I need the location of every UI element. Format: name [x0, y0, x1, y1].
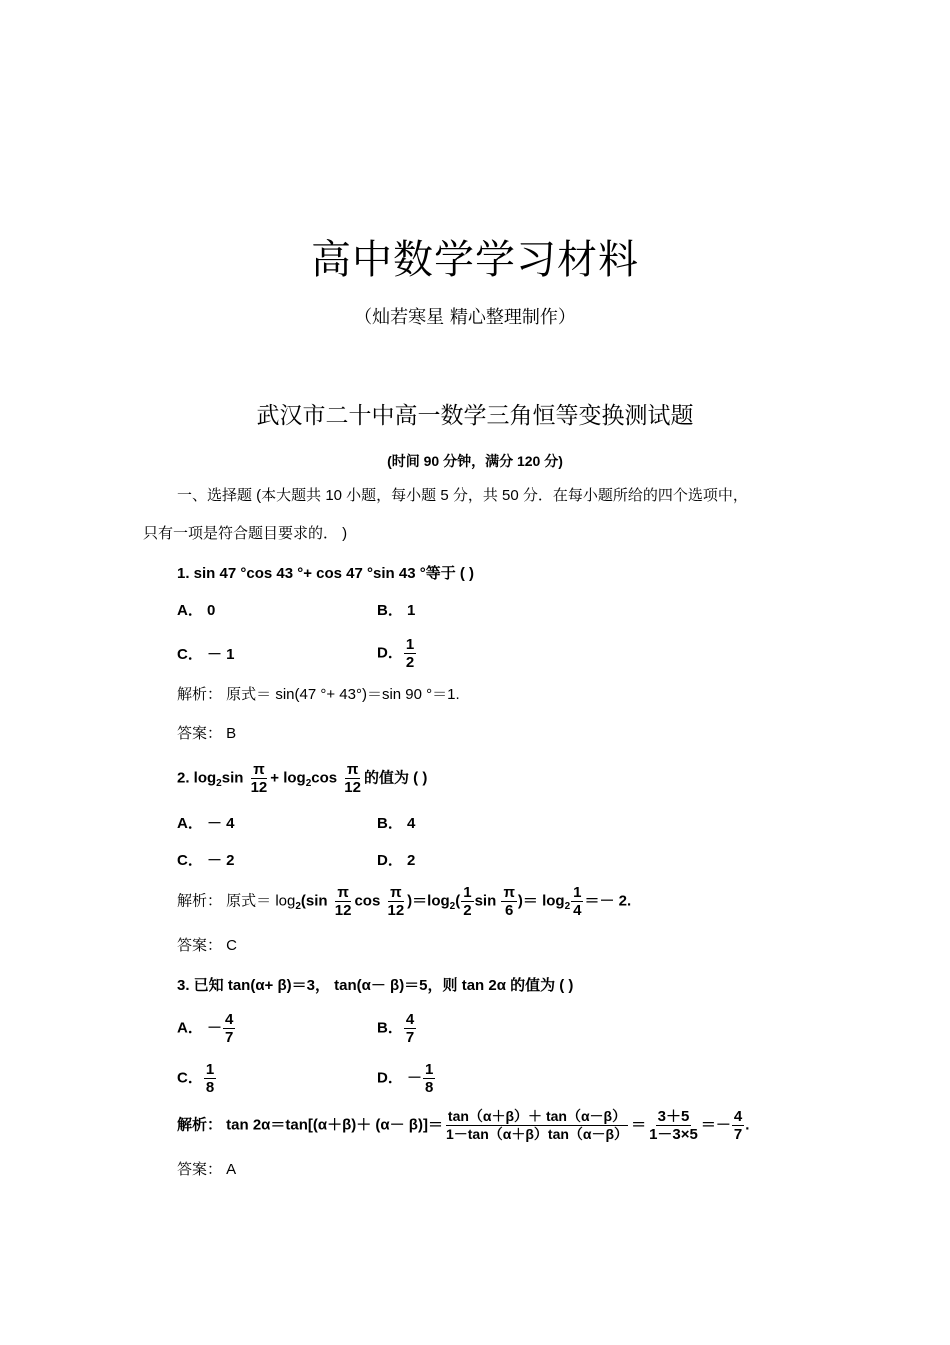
q2-sin: sin	[221, 769, 244, 787]
pi-over-12-fraction	[385, 884, 406, 919]
fraction-denominator: 7	[733, 1126, 743, 1143]
question-1-option-c: C． － 1	[177, 646, 235, 663]
option-label: D． －	[377, 1069, 423, 1087]
question-2-option-c: C． － 2	[177, 852, 235, 869]
fraction-numerator: π	[337, 884, 349, 901]
question-3-option-a	[177, 1011, 236, 1046]
fraction-numerator: 4	[733, 1108, 743, 1125]
q2-analysis-cos: cos	[354, 892, 381, 910]
fraction-numerator: 3＋5	[657, 1108, 690, 1125]
fraction-numerator: 1	[405, 636, 415, 653]
option-label: C．	[177, 1069, 203, 1087]
one-quarter-fraction	[571, 884, 583, 919]
fraction-denominator: 8	[425, 1079, 434, 1096]
q2-analysis-eq-log2: )＝ log	[517, 892, 565, 910]
fraction-denominator: 7	[225, 1029, 234, 1046]
log-base: 2	[305, 778, 312, 790]
question-3-option-d	[377, 1061, 436, 1096]
fraction-denominator: 12	[250, 779, 268, 796]
fraction-numerator: 1	[573, 884, 582, 901]
result-fraction	[732, 1108, 744, 1143]
question-1-option-d	[377, 636, 417, 671]
pi-over-12-fraction	[342, 761, 363, 796]
question-3-analysis	[177, 1108, 749, 1143]
exam-title: 武汉市二十中高一数学三角恒等变换测试题	[256, 403, 694, 429]
log-base: 2	[564, 901, 571, 913]
q2-tail: 的值为 ( )	[363, 769, 428, 787]
option-fraction	[423, 1061, 435, 1096]
option-d-fraction	[404, 636, 416, 671]
q2-analysis-eq-log: )＝log	[407, 892, 450, 910]
q2-prefix: 2. log	[177, 769, 217, 787]
option-label: A． －	[177, 1019, 223, 1037]
log-base: 2	[295, 901, 301, 913]
fraction-denominator: 7	[405, 1029, 415, 1046]
fraction-denominator: 1－tan（α＋β）tan（α－β）	[445, 1126, 629, 1142]
question-1-option-b: B． 1	[377, 602, 416, 619]
question-2-option-d: D． 2	[377, 852, 416, 869]
question-2-analysis	[177, 884, 631, 919]
option-fraction	[223, 1011, 235, 1046]
q3-period: .	[745, 1116, 750, 1134]
section-instructions-line2: 只有一项是符合题目要求的． )	[143, 525, 348, 542]
q2-plus-log: + log	[270, 769, 306, 787]
fraction-numerator: 1	[425, 1061, 434, 1078]
fraction-denominator: 6	[505, 902, 514, 919]
question-1-answer: 答案： B	[177, 725, 237, 742]
fraction-denominator: 12	[344, 779, 361, 796]
exam-time-note: (时间 90 分钟，满分 120 分)	[387, 453, 563, 469]
question-1-option-a: A． 0	[177, 602, 216, 619]
fraction-numerator: 1	[463, 884, 472, 901]
fraction-denominator: 2	[405, 654, 415, 671]
question-1-analysis: 解析： 原式＝ sin(47 °+ 43°)＝sin 90 °＝1.	[177, 686, 460, 703]
pi-over-12-fraction	[249, 761, 270, 796]
option-fraction	[404, 1011, 416, 1046]
fraction-numerator: 4	[405, 1011, 415, 1028]
material-subtitle: （灿若寒星 精心整理制作）	[354, 307, 576, 328]
pi-over-6-fraction	[501, 884, 516, 919]
log-base: 2	[449, 901, 456, 913]
q3-equals-neg: ＝－	[700, 1116, 731, 1134]
q3-equals: ＝	[631, 1116, 647, 1134]
fraction-numerator: π	[390, 884, 402, 901]
pi-over-12-fraction	[333, 884, 354, 919]
tan-sum-formula-fraction	[444, 1108, 630, 1143]
fraction-numerator: 1	[205, 1061, 215, 1078]
q3-analysis-lead: 解析： tan 2α＝tan[(α＋β)＋ (α－ β)]＝	[177, 1116, 443, 1134]
q2-cos: cos	[311, 769, 338, 787]
q2-analysis-paren: (	[455, 892, 461, 910]
fraction-denominator: 8	[205, 1079, 215, 1096]
fraction-denominator: 4	[573, 902, 582, 919]
option-fraction	[204, 1061, 216, 1096]
question-1-stem: 1. sin 47 °cos 43 °+ cos 47 °sin 43 °等于 ( )	[177, 565, 475, 582]
q2-analysis-sin: (sin	[300, 892, 328, 910]
question-2-option-a: A． － 4	[177, 815, 235, 832]
fraction-numerator: tan（α＋β）＋ tan（α－β）	[447, 1108, 627, 1124]
question-2-option-b: B． 4	[377, 815, 416, 832]
value-fraction	[647, 1108, 700, 1143]
fraction-numerator: π	[253, 761, 265, 778]
option-label: B．	[377, 1019, 403, 1037]
question-3-answer: 答案： A	[177, 1161, 237, 1178]
fraction-denominator: 2	[463, 902, 472, 919]
question-2-stem	[177, 761, 427, 796]
fraction-numerator: 4	[225, 1011, 234, 1028]
material-title: 高中数学学习材料	[311, 237, 639, 283]
fraction-denominator: 12	[334, 902, 352, 919]
log-base: 2	[216, 778, 222, 790]
question-2-answer: 答案： C	[177, 937, 238, 954]
option-d-label: D．	[377, 644, 403, 662]
section-instructions-line1: 一、选择题 (本大题共 10 小题，每小题 5 分，共 50 分．在每小题所给的四个选项中，	[177, 487, 748, 504]
question-3-option-c	[177, 1061, 217, 1096]
fraction-numerator: π	[503, 884, 515, 901]
question-3-option-b	[377, 1011, 417, 1046]
q2-analysis-lead: 解析： 原式＝ log	[177, 892, 296, 910]
q2-analysis-sin2: sin	[474, 892, 497, 910]
fraction-denominator: 1－3×5	[649, 1126, 698, 1143]
fraction-numerator: π	[346, 761, 359, 778]
question-3-stem: 3. 已知 tan(α+ β)＝3， tan(α－ β)＝5，则 tan 2α 的值为 ( )	[177, 977, 574, 994]
one-half-fraction	[461, 884, 473, 919]
q2-analysis-result: ＝－ 2.	[584, 892, 632, 910]
fraction-denominator: 12	[387, 902, 405, 919]
